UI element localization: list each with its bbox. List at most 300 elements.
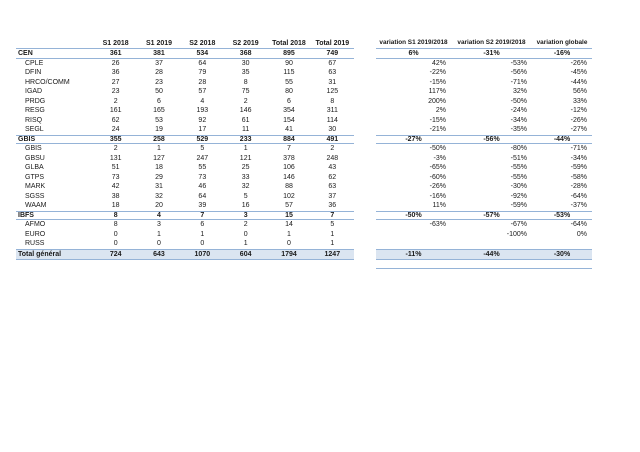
table-gap — [354, 249, 376, 260]
variation-cells-gbsu — [376, 154, 592, 164]
value-cell: 146 — [239, 107, 252, 115]
value-cell: 115 — [283, 69, 295, 77]
variation-header-3: variation globale — [536, 38, 588, 46]
value-cell: 8 — [243, 78, 248, 86]
value-cell: 5 — [200, 145, 205, 153]
main-cells-glba — [16, 163, 354, 173]
table-gap — [354, 106, 376, 116]
table-gap — [354, 144, 376, 154]
value-cell: 0 — [113, 230, 118, 238]
variation-cell: -57% — [483, 211, 500, 219]
table-gap — [354, 230, 376, 240]
main-cells-mark — [16, 182, 354, 192]
row-label-segl: SEGL — [25, 126, 44, 134]
table-gap — [354, 49, 376, 59]
value-cell: 62 — [328, 173, 337, 181]
value-cell: 37 — [328, 192, 337, 200]
variation-cell: -12% — [570, 107, 587, 115]
value-cell: 46 — [198, 183, 207, 191]
main-cells-gbis — [16, 135, 354, 145]
variation-cell: -31% — [483, 49, 500, 57]
variation-cells-ibfs — [376, 211, 592, 221]
variation-cell: 6% — [408, 49, 419, 57]
table-gap — [354, 182, 376, 192]
value-cell: 604 — [239, 250, 252, 258]
value-cell: 38 — [111, 192, 120, 200]
value-cell: 73 — [198, 173, 207, 181]
value-cell: 80 — [285, 88, 293, 96]
variation-cell: -45% — [570, 69, 587, 77]
variation-cell: 0% — [576, 230, 587, 238]
footer-main-empty — [16, 260, 354, 269]
main-cells-cple — [16, 59, 354, 69]
value-cell: 311 — [326, 107, 338, 115]
variation-cell: 117% — [428, 88, 446, 96]
value-cell: 43 — [328, 164, 337, 172]
value-cell: 6 — [287, 97, 291, 105]
value-cell: 64 — [198, 59, 207, 67]
variation-cell: -71% — [510, 78, 527, 86]
variation-cells-afmo — [376, 220, 592, 230]
value-cell: 32 — [155, 192, 163, 200]
value-cell: 1 — [243, 240, 248, 248]
variation-cells-euro — [376, 230, 592, 240]
value-cell: 41 — [285, 126, 293, 134]
row-label-total-g-n-ral: Total général — [18, 250, 62, 258]
value-cell: 1 — [157, 145, 161, 153]
variation-cell: -26% — [570, 59, 587, 67]
table-row-prdg — [16, 97, 592, 107]
variation-cell: -92% — [510, 192, 527, 200]
value-cell: 1 — [330, 240, 335, 248]
value-cell: 1070 — [194, 250, 211, 258]
value-cell: 19 — [155, 126, 163, 134]
variation-cell: -58% — [570, 173, 587, 181]
variation-cells-cple — [376, 59, 592, 69]
table-row-dfin — [16, 68, 592, 78]
main-cells-dfin — [16, 68, 354, 78]
value-cell: 50 — [155, 88, 163, 96]
variation-cell: 200% — [428, 97, 446, 105]
value-cell: 1 — [330, 230, 335, 238]
variation-cells-russ — [376, 239, 592, 249]
value-cell: 27 — [111, 78, 120, 86]
value-cell: 1 — [243, 145, 248, 153]
table-gap — [354, 173, 376, 183]
value-cell: 31 — [328, 78, 337, 86]
main-cells-russ — [16, 239, 354, 249]
row-label-resg: RESG — [25, 107, 45, 115]
value-cell: 3 — [157, 221, 161, 229]
value-cell: 354 — [283, 107, 295, 115]
table-gap — [354, 87, 376, 97]
variation-cell: -56% — [483, 135, 500, 143]
variation-cell: -59% — [510, 202, 527, 210]
value-cell: 20 — [155, 202, 163, 210]
table-row-glba — [16, 163, 592, 173]
variation-cell: -27% — [570, 126, 587, 134]
summary-table — [16, 38, 592, 269]
value-cell: 63 — [328, 183, 337, 191]
header-main-segment — [16, 38, 354, 49]
table-row-euro — [16, 230, 592, 240]
value-cell: 62 — [111, 116, 120, 124]
value-cell: 2 — [330, 145, 335, 153]
value-cell: 2 — [243, 97, 248, 105]
value-cell: 7 — [287, 145, 291, 153]
value-cell: 25 — [241, 164, 250, 172]
variation-cell: -27% — [405, 135, 422, 143]
value-cell: 14 — [285, 221, 293, 229]
variation-cell: -28% — [570, 183, 587, 191]
variation-cells-total-g-n-ral — [376, 249, 592, 260]
main-cells-hrco-comm — [16, 78, 354, 88]
row-label-sgss: SGSS — [25, 192, 45, 200]
value-cell: 6 — [200, 221, 205, 229]
row-label-euro: EURO — [25, 230, 46, 238]
main-cells-risq — [16, 116, 354, 126]
value-cell: 491 — [326, 135, 339, 143]
value-cell: 643 — [153, 250, 165, 258]
value-cell: 534 — [196, 49, 209, 57]
table-row-sgss — [16, 192, 592, 202]
variation-cell: -56% — [510, 69, 527, 77]
value-cell: 0 — [287, 240, 291, 248]
row-label-russ: RUSS — [25, 240, 45, 248]
row-label-afmo: AFMO — [25, 221, 46, 229]
variation-cell: -15% — [429, 78, 446, 86]
value-cell: 23 — [155, 78, 163, 86]
main-cells-igad — [16, 87, 354, 97]
value-cell: 37 — [155, 59, 163, 67]
value-cell: 29 — [155, 173, 163, 181]
row-label-gbis: GBIS — [18, 135, 36, 143]
variation-cell: -55% — [510, 173, 527, 181]
value-cell: 361 — [109, 49, 122, 57]
variation-cells-glba — [376, 163, 592, 173]
value-cell: 165 — [153, 107, 165, 115]
variation-cell: -44% — [553, 135, 571, 143]
table-row-resg — [16, 106, 592, 116]
table-row-ibfs-group — [16, 211, 592, 221]
value-cell: 18 — [155, 164, 163, 172]
value-cell: 8 — [113, 211, 118, 219]
table-gap — [354, 68, 376, 78]
variation-cells-waam — [376, 201, 592, 211]
main-cells-total-g-n-ral — [16, 249, 354, 260]
value-cell: 154 — [283, 116, 295, 124]
variation-cell: -34% — [570, 154, 587, 162]
variation-cells-gbis — [376, 135, 592, 145]
value-cell: 106 — [283, 164, 295, 172]
variation-cell: -100% — [506, 230, 527, 238]
value-cell: 895 — [283, 49, 295, 57]
main-cells-ibfs — [16, 211, 354, 221]
value-cell: 355 — [109, 135, 122, 143]
value-cell: 4 — [200, 97, 205, 105]
value-cell: 6 — [157, 97, 161, 105]
value-cell: 2 — [113, 97, 118, 105]
value-cell: 1794 — [281, 250, 297, 258]
value-cell: 125 — [326, 88, 339, 96]
value-cell: 5 — [330, 221, 335, 229]
variation-cells-igad — [376, 87, 592, 97]
table-row-gbsu — [16, 154, 592, 164]
column-header-total-2019: Total 2019 — [315, 39, 350, 47]
column-header-total-2018: Total 2018 — [272, 39, 306, 47]
table-gap — [354, 97, 376, 107]
main-cells-gbis — [16, 144, 354, 154]
value-cell: 63 — [328, 69, 337, 77]
header-variation-segment — [376, 38, 592, 49]
table-gap — [354, 78, 376, 88]
variation-cells-prdg — [376, 97, 592, 107]
value-cell: 248 — [326, 154, 339, 162]
variation-cell: -71% — [570, 145, 587, 153]
table-gap — [354, 154, 376, 164]
value-cell: 0 — [200, 240, 205, 248]
value-cell: 33 — [241, 173, 250, 181]
value-cell: 28 — [155, 69, 163, 77]
header-row — [16, 38, 592, 49]
value-cell: 75 — [241, 88, 250, 96]
value-cell: 4 — [157, 211, 161, 219]
main-cells-waam — [16, 201, 354, 211]
variation-cell: -53% — [510, 59, 527, 67]
value-cell: 39 — [198, 202, 207, 210]
table-row-gbis-group — [16, 135, 592, 145]
value-cell: 749 — [326, 49, 339, 57]
variation-cell: -37% — [570, 202, 587, 210]
main-cells-gtps — [16, 173, 354, 183]
variation-cell: -35% — [510, 126, 527, 134]
variation-cell: -55% — [510, 164, 527, 172]
table-row-hrco-comm — [16, 78, 592, 88]
main-cells-sgss — [16, 192, 354, 202]
table-row-total-g-n-ral-total — [16, 249, 592, 260]
variation-cell: -50% — [429, 145, 446, 153]
value-cell: 127 — [153, 154, 165, 162]
variation-cell: -34% — [510, 116, 527, 124]
variation-cell: -51% — [510, 154, 527, 162]
table-gap — [354, 201, 376, 211]
value-cell: 57 — [198, 88, 207, 96]
value-cell: 11 — [242, 126, 250, 134]
variation-cell: -44% — [570, 78, 587, 86]
table-row-cen-group — [16, 49, 592, 59]
value-cell: 114 — [326, 116, 338, 124]
value-cell: 121 — [239, 154, 252, 162]
value-cell: 1 — [157, 230, 161, 238]
value-cell: 0 — [157, 240, 161, 248]
table-row-afmo — [16, 220, 592, 230]
variation-cell: -63% — [429, 221, 446, 229]
value-cell: 7 — [200, 211, 205, 219]
row-label-prdg: PRDG — [25, 97, 46, 105]
value-cell: 64 — [198, 192, 207, 200]
variation-cell: 56% — [572, 88, 587, 96]
main-cells-segl — [16, 125, 354, 135]
value-cell: 2 — [113, 145, 118, 153]
value-cell: 131 — [109, 154, 122, 162]
value-cell: 0 — [243, 230, 248, 238]
variation-cell: -26% — [429, 183, 446, 191]
variation-cells-gtps — [376, 173, 592, 183]
variation-cells-hrco-comm — [376, 78, 592, 88]
column-header-s2-2018: S2 2018 — [189, 39, 216, 47]
table-row-segl — [16, 125, 592, 135]
variation-cell: -21% — [429, 126, 446, 134]
value-cell: 67 — [328, 59, 337, 67]
row-label-mark: MARK — [25, 183, 46, 191]
table-row-igad — [16, 87, 592, 97]
variation-footer-row — [16, 260, 592, 269]
main-cells-gbsu — [16, 154, 354, 164]
value-cell: 1247 — [324, 250, 341, 258]
table-gap — [354, 135, 376, 145]
value-cell: 3 — [243, 211, 248, 219]
row-label-waam: WAAM — [25, 202, 47, 210]
main-cells-prdg — [16, 97, 354, 107]
value-cell: 32 — [241, 183, 250, 191]
value-cell: 23 — [111, 88, 120, 96]
value-cell: 30 — [328, 126, 337, 134]
variation-cell: -30% — [510, 183, 527, 191]
table-row-gbis — [16, 144, 592, 154]
value-cell: 2 — [243, 221, 248, 229]
value-cell: 79 — [198, 69, 207, 77]
table-row-waam — [16, 201, 592, 211]
variation-cell: -53% — [553, 211, 571, 219]
value-cell: 529 — [196, 135, 209, 143]
variation-cell: 32% — [512, 88, 527, 96]
variation-cell: -16% — [429, 192, 446, 200]
value-cell: 18 — [111, 202, 120, 210]
value-cell: 90 — [285, 59, 293, 67]
value-cell: 233 — [239, 135, 252, 143]
variation-cell: 11% — [432, 202, 446, 210]
main-cells-resg — [16, 106, 354, 116]
variation-cell: -11% — [405, 250, 422, 258]
variation-header-1: variation S1 2019/2018 — [379, 38, 448, 46]
variation-cell: -64% — [570, 221, 587, 229]
value-cell: 35 — [241, 69, 250, 77]
table-row-cple — [16, 59, 592, 69]
value-cell: 8 — [330, 97, 335, 105]
variation-cell: -44% — [483, 250, 500, 258]
table-gap — [354, 125, 376, 135]
variation-cells-segl — [376, 125, 592, 135]
value-cell: 24 — [111, 126, 120, 134]
variation-cells-mark — [376, 182, 592, 192]
table-row-risq — [16, 116, 592, 126]
value-cell: 57 — [285, 202, 293, 210]
value-cell: 15 — [285, 211, 293, 219]
value-cell: 88 — [285, 183, 293, 191]
value-cell: 92 — [198, 116, 207, 124]
value-cell: 8 — [113, 221, 118, 229]
variation-cells-dfin — [376, 68, 592, 78]
variation-header-2: variation S2 2019/2018 — [457, 38, 526, 46]
value-cell: 378 — [283, 154, 295, 162]
variation-cell: -65% — [429, 164, 446, 172]
value-cell: 55 — [285, 78, 293, 86]
table-gap — [354, 220, 376, 230]
table-gap — [354, 192, 376, 202]
variation-cell: -24% — [510, 107, 527, 115]
value-cell: 146 — [283, 173, 295, 181]
variation-cell: -26% — [570, 116, 587, 124]
variation-cell: -59% — [570, 164, 587, 172]
main-cells-euro — [16, 230, 354, 240]
variation-cells-sgss — [376, 192, 592, 202]
table-gap — [354, 38, 376, 49]
variation-cell: -80% — [510, 145, 527, 153]
row-label-ibfs: IBFS — [18, 211, 34, 219]
table-gap — [354, 239, 376, 249]
variation-cell: -15% — [429, 116, 446, 124]
table-gap — [354, 260, 376, 269]
value-cell: 31 — [155, 183, 163, 191]
value-cell: 258 — [153, 135, 165, 143]
main-cells-cen — [16, 49, 354, 59]
value-cell: 368 — [239, 49, 252, 57]
row-label-gtps: GTPS — [25, 173, 45, 181]
value-cell: 55 — [198, 164, 207, 172]
column-header-s1-2018: S1 2018 — [102, 39, 129, 47]
row-label-dfin: DFIN — [25, 69, 42, 77]
column-header-s1-2019: S1 2019 — [145, 39, 173, 47]
table-gap — [354, 211, 376, 221]
variation-cell: -30% — [553, 250, 571, 258]
row-label-gbsu: GBSU — [25, 154, 45, 162]
variation-cell: -3% — [433, 154, 446, 162]
value-cell: 17 — [198, 126, 207, 134]
value-cell: 36 — [328, 202, 337, 210]
table-gap — [354, 163, 376, 173]
value-cell: 5 — [243, 192, 248, 200]
value-cell: 30 — [241, 59, 250, 67]
value-cell: 0 — [113, 240, 118, 248]
variation-cell: -16% — [553, 49, 571, 57]
variation-cell: 2% — [435, 107, 446, 115]
value-cell: 102 — [283, 192, 295, 200]
value-cell: 28 — [198, 78, 207, 86]
value-cell: 73 — [111, 173, 120, 181]
variation-cells-gbis — [376, 144, 592, 154]
row-label-risq: RISQ — [25, 116, 43, 124]
row-label-glba: GLBA — [25, 164, 44, 172]
value-cell: 724 — [109, 250, 122, 258]
value-cell: 161 — [109, 107, 122, 115]
variation-cells-risq — [376, 116, 592, 126]
column-header-s2-2019: S2 2019 — [232, 39, 259, 47]
main-cells-afmo — [16, 220, 354, 230]
variation-cell: 42% — [431, 59, 446, 67]
value-cell: 884 — [283, 135, 295, 143]
variation-cell: 33% — [572, 97, 587, 105]
value-cell: 42 — [111, 183, 120, 191]
table-row-russ — [16, 239, 592, 249]
table-row-gtps — [16, 173, 592, 183]
table-gap — [354, 59, 376, 69]
variation-cells-resg — [376, 106, 592, 116]
footer-variation-underline — [376, 260, 592, 269]
value-cell: 53 — [155, 116, 163, 124]
value-cell: 193 — [196, 107, 209, 115]
variation-cell: -50% — [405, 211, 422, 219]
row-label-cen: CEN — [18, 49, 33, 57]
